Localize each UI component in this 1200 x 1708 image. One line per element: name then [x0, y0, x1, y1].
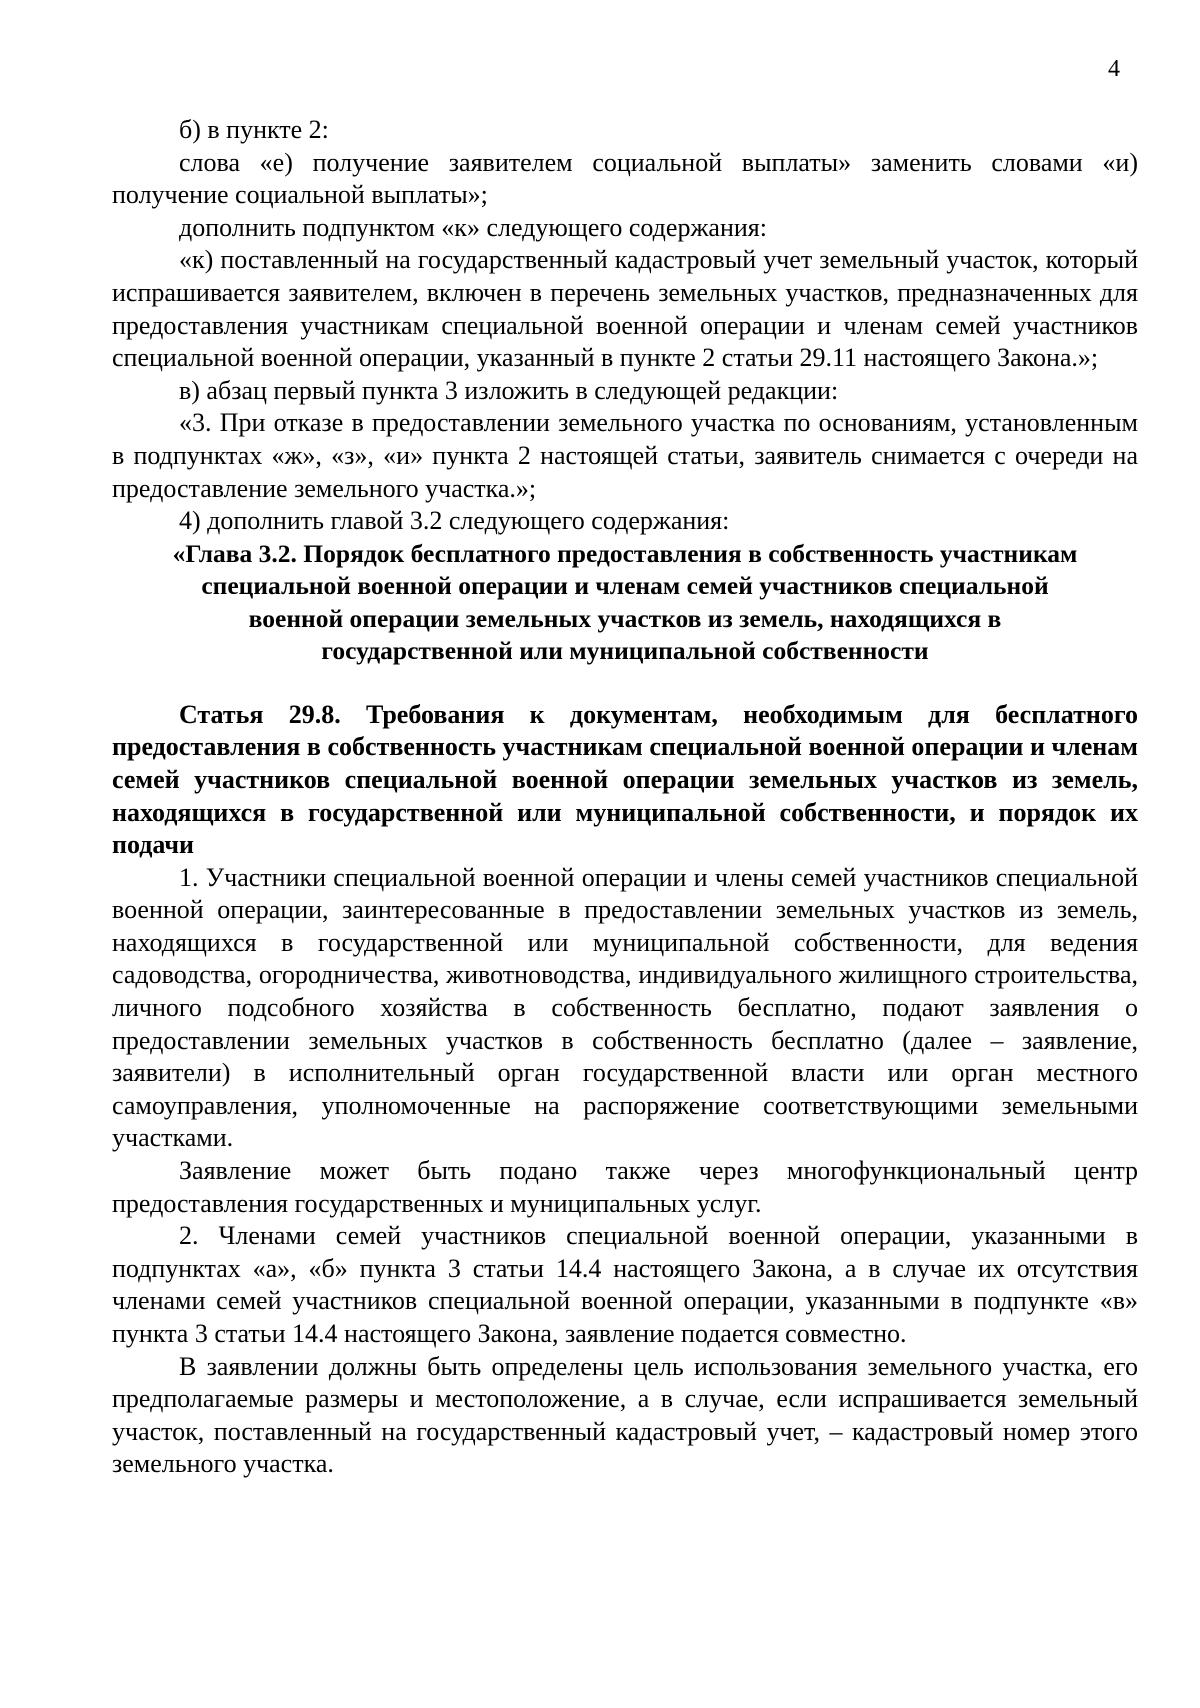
paragraph: дополнить подпунктом «к» следующего содержания:: [179, 212, 767, 242]
paragraph: «3. При отказе в предоставлении земельного участка по основаниям, установленным в подпунктах «ж», «з», «и» пункта 2 настоящей статьи, заявитель снимается с очереди на предоставление земельного участка.»;: [112, 408, 1138, 503]
paragraph: в) абзац первый пункта 3 изложить в следующей редакции:: [179, 375, 839, 405]
page-number: 4: [1108, 56, 1120, 82]
paragraph: 2. Членами семей участников специальной военной операции, указанными в подпунктах «а», «б» пункта 3 статьи 14.4 настоящего Закона, а в случае их отсутствия членами семей участников специальной военной операции, указанными в подпункте «в» пункта 3 статьи 14.4 настоящего Закона, заявление подается совместно.: [112, 1221, 1138, 1348]
paragraph: б) в пункте 2:: [179, 115, 329, 144]
article-heading: Статья 29.8. Требования к документам, необходимым для бесплатного предоставления в собственность участникам специальной военной операции и членам семей участников специальной военной операции земельных участков из земель, находящихся в государственной или муниципальной собственности, и порядок их подачи: [112, 699, 1138, 860]
paragraph: В заявлении должны быть определены цель использования земельного участка, его предполагаемые размеры и местоположение, а в случае, если испрашивается земельный участок, поставленный на государственный кадастровый учет, – кадастровый номер этого земельного участка.: [112, 1351, 1138, 1479]
paragraph: слова «е) получение заявителем социальной выплаты» заменить словами «и) получение социальной выплаты»;: [112, 147, 1138, 210]
chapter-heading: «Глава 3.2. Порядок бесплатного предоставления в собственность участникам специальной военной операции и членам семей участников специальной военной операции земельных участков из земель, находящихся в государственной или муниципальной собственности: [172, 538, 1078, 666]
document-body: [112, 114, 1138, 1481]
paragraph: Заявление может быть подано также через многофункциональный центр предоставления государственных и муниципальных услуг.: [112, 1156, 1138, 1218]
paragraph: 1. Участники специальной военной операции и члены семей участников специальной военной операции, заинтересованные в предоставлении земельных участков из земель, находящихся в государственной или муниципальной собственности, для ведения садоводства, огородничества, животноводства, индивидуального жилищного строительства, личного подсобного хозяйства в собственность бесплатно, подают заявления о предоставлении земельных участков в собственность бесплатно (далее – заявление, заявители) в исполнительный орган государственной власти или орган местного самоуправления, уполномоченные на распоряжение соответствующими земельными участками.: [112, 862, 1138, 1153]
paragraph: 4) дополнить главой 3.2 следующего содержания:: [179, 506, 730, 536]
paragraph: «к) поставленный на государственный кадастровый учет земельный участок, который испрашивается заявителем, включен в перечень земельных участков, предназначенных для предоставления участникам специальной военной операции и членам семей участников специальной военной операции, указанный в пункте 2 статьи 29.11 настоящего Закона.»;: [112, 245, 1138, 373]
